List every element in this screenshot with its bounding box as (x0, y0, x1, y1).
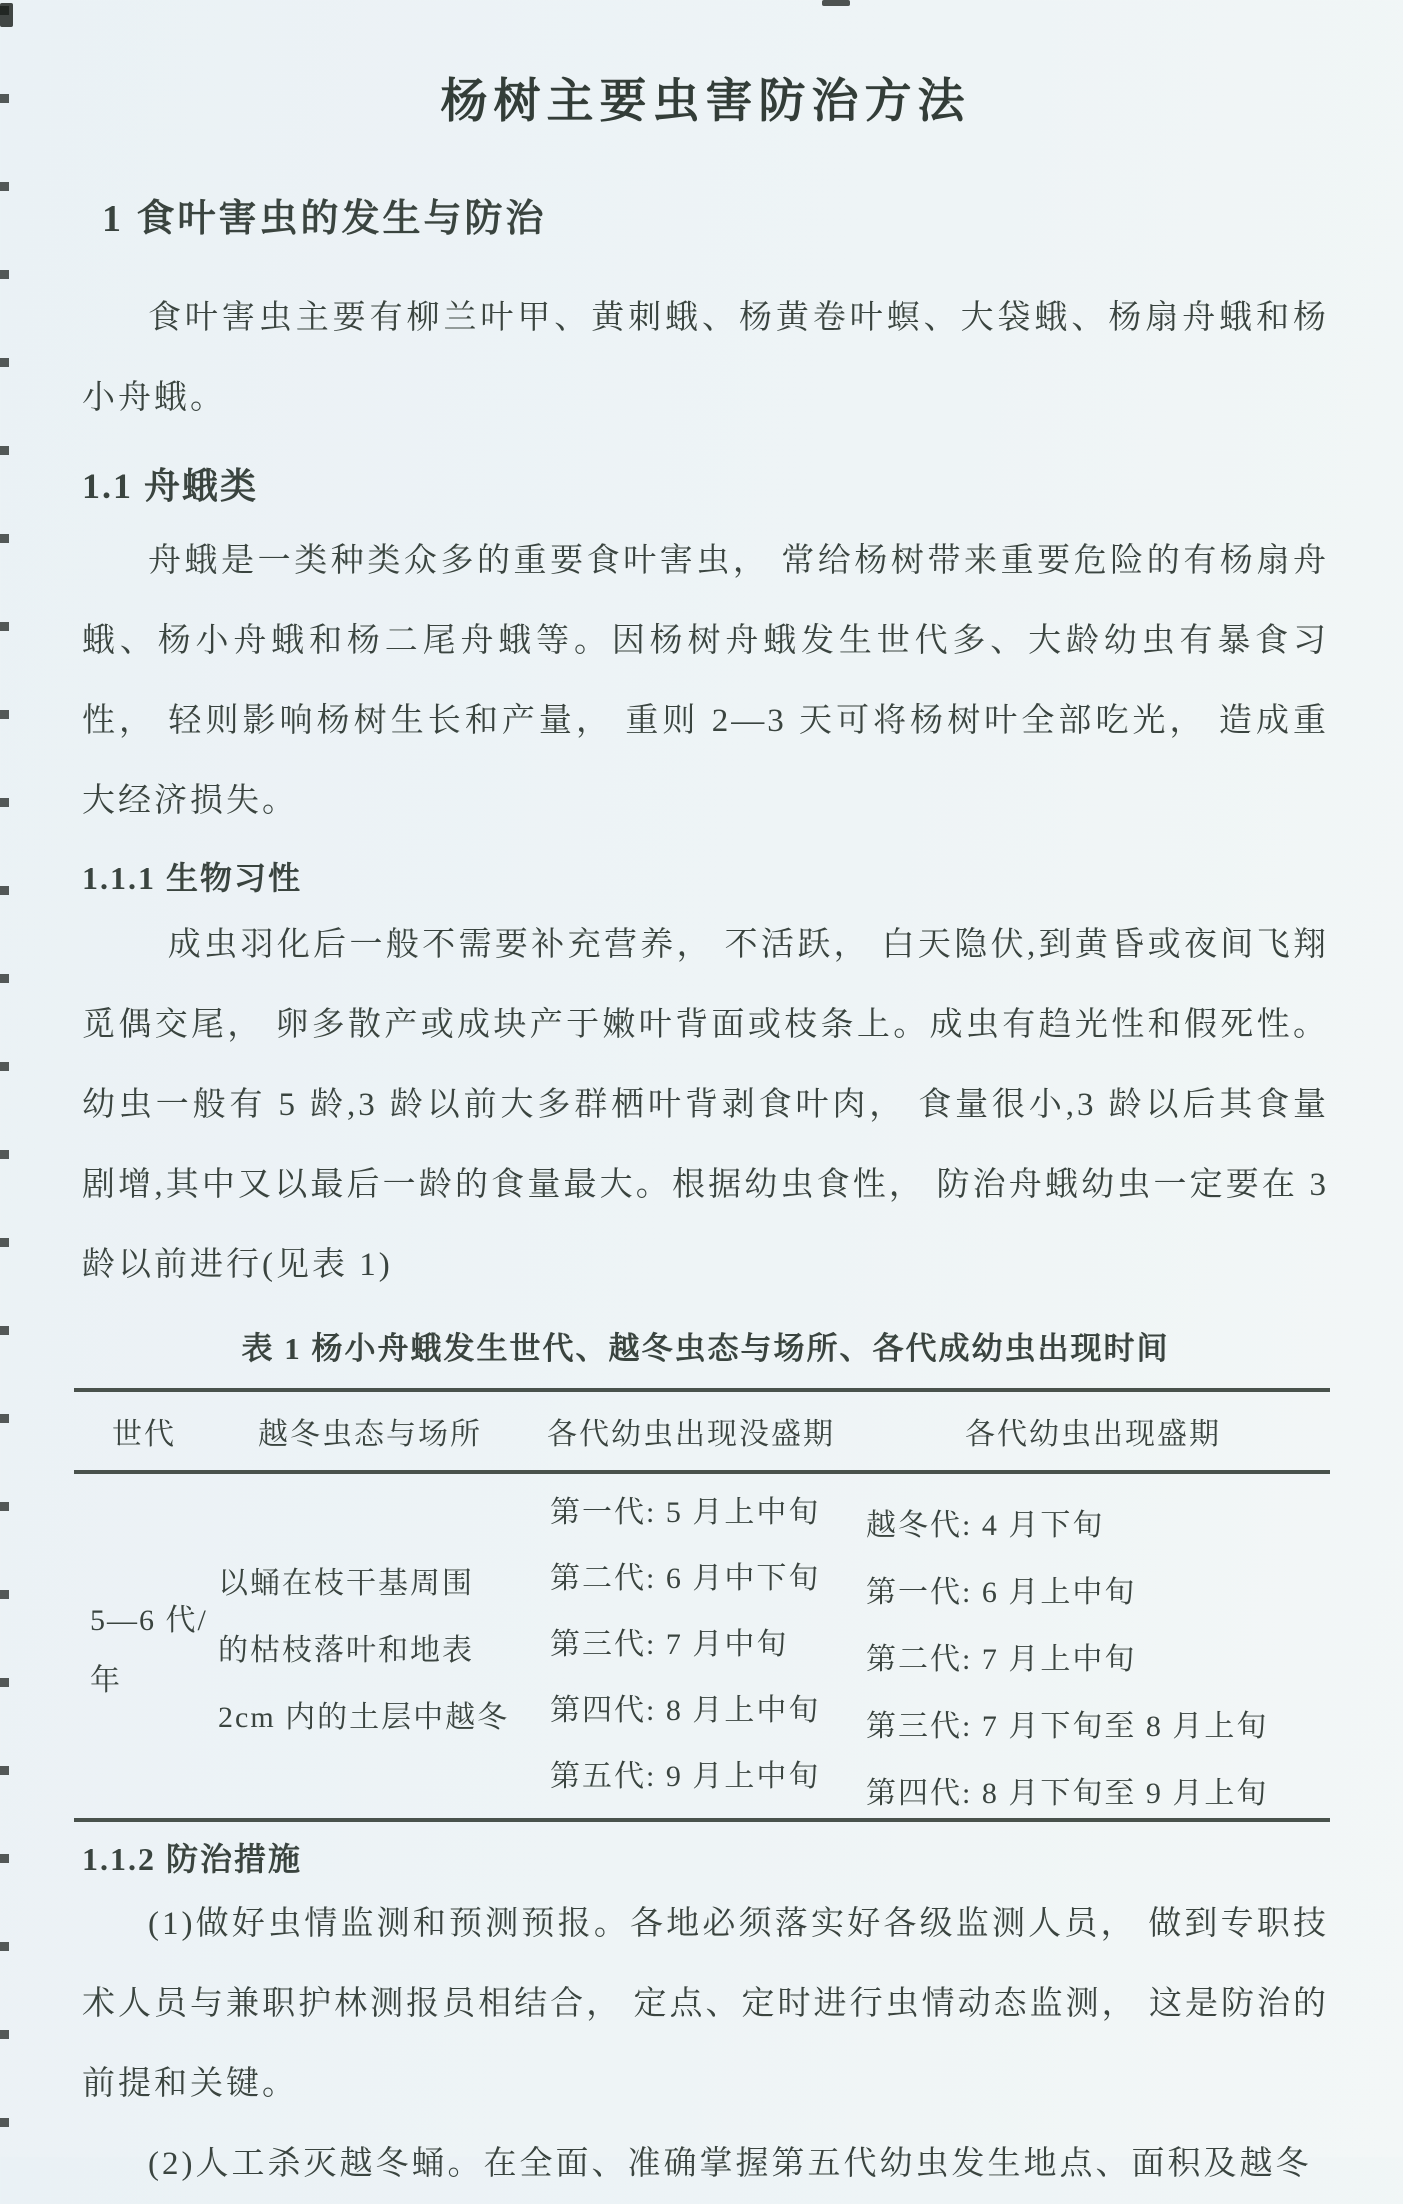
heading-section-1: 1 食叶害虫的发生与防治 (102, 198, 547, 240)
overwinter-line: 以蛹在枝干基周围 (218, 1567, 474, 1600)
table-header-early-period: 各代幼虫出现没盛期 (547, 1418, 835, 1451)
paragraph-notodontid-moths: 舟蛾是一类种类众多的重要食叶害虫， 常给杨树带来重要危险的有杨扇舟蛾、杨小舟蛾和杨二尾舟蛾等。因杨树舟蛾发生世代多、大龄幼虫有暴食习性， 轻则影响杨树生长和产量， 重则 2—3 天可将杨树叶全部吃光， 造成重大经济损失。 (82, 543, 1329, 819)
paragraph-leaf-pests-intro: 食叶害虫主要有柳兰叶甲、黄刺蛾、杨黄卷叶螟、大袋蛾、杨扇舟蛾和杨小舟蛾。 (82, 300, 1329, 416)
document-title: 杨树主要虫害防治方法 (440, 74, 971, 129)
peak-period-cell (856, 1474, 1330, 1827)
early-period-line: 第四代: 8 月上中旬 (550, 1694, 821, 1727)
heading-section-1-1-2: 1.1.2 防治措施 (82, 1841, 303, 1877)
early-period-line: 第二代: 6 月中下旬 (550, 1562, 821, 1595)
early-period-line: 第五代: 9 月上中旬 (550, 1760, 821, 1793)
scan-edge-artifacts (0, 6, 9, 2163)
generation-cell (74, 1474, 214, 1827)
paragraph-control-measure-2: (2)人工杀灭越冬蛹。在全面、准确掌握第五代幼虫发生地点、面积及越冬 (148, 2146, 1312, 2182)
overwinter-line: 2cm 内的土层中越冬 (218, 1701, 510, 1734)
table-header-overwinter: 越冬虫态与场所 (258, 1418, 482, 1451)
early-period-line: 第三代: 7 月中旬 (550, 1628, 789, 1661)
peak-period-line: 第四代: 8 月下旬至 9 月上旬 (866, 1777, 1269, 1810)
overwinter-cell (214, 1474, 526, 1827)
table-header-generation: 世代 (112, 1418, 176, 1451)
paragraph-control-measure-1: (1)做好虫情监测和预测预报。各地必须落实好各级监测人员， 做到专职技术人员与兼职护林测报员相结合， 定点、定时进行虫情动态监测， 这是防治的前提和关键。 (82, 1906, 1329, 2102)
heading-section-1-1: 1.1 舟蛾类 (82, 466, 259, 506)
overwinter-line: 的枯枝落叶和地表 (218, 1634, 474, 1667)
early-period-cell (526, 1474, 856, 1827)
table-1-body-row (74, 1474, 1330, 1818)
table-1-caption: 表 1 杨小舟蛾发生世代、越冬虫态与场所、各代成幼虫出现时间 (241, 1331, 1170, 1366)
peak-period-line: 第一代: 6 月上中旬 (866, 1576, 1137, 1609)
table-header-peak-period: 各代幼虫出现盛期 (965, 1418, 1221, 1451)
generation-line: 年 (90, 1663, 122, 1697)
early-period-line: 第一代: 5 月上中旬 (550, 1496, 821, 1529)
heading-section-1-1-1: 1.1.1 生物习性 (82, 860, 303, 896)
table-1 (74, 1388, 1330, 1822)
generation-line: 5—6 代/ (90, 1603, 208, 1637)
scan-top-artifact (822, 0, 850, 6)
peak-period-line: 越冬代: 4 月下旬 (866, 1509, 1105, 1542)
peak-period-line: 第三代: 7 月下旬至 8 月上旬 (866, 1710, 1269, 1743)
paragraph-biological-habits: 成虫羽化后一般不需要补充营养， 不活跃， 白天隐伏,到黄昏或夜间飞翔觅偶交尾， 卵多散产或成块产于嫩叶背面或枝条上。成虫有趋光性和假死性。幼虫一般有 5 龄,3 龄以前大多群栖叶背剥食叶肉， 食量很小,3 龄以后其食量剧增,其中又以最后一龄的食量最大。根据幼虫食性， 防治舟蛾幼虫一定要在 3 龄以前进行(见表 1) (82, 927, 1329, 1283)
peak-period-line: 第二代: 7 月上中旬 (866, 1643, 1137, 1676)
table-1-header-row (74, 1392, 1330, 1474)
scan-corner-artifact (0, 3, 13, 27)
